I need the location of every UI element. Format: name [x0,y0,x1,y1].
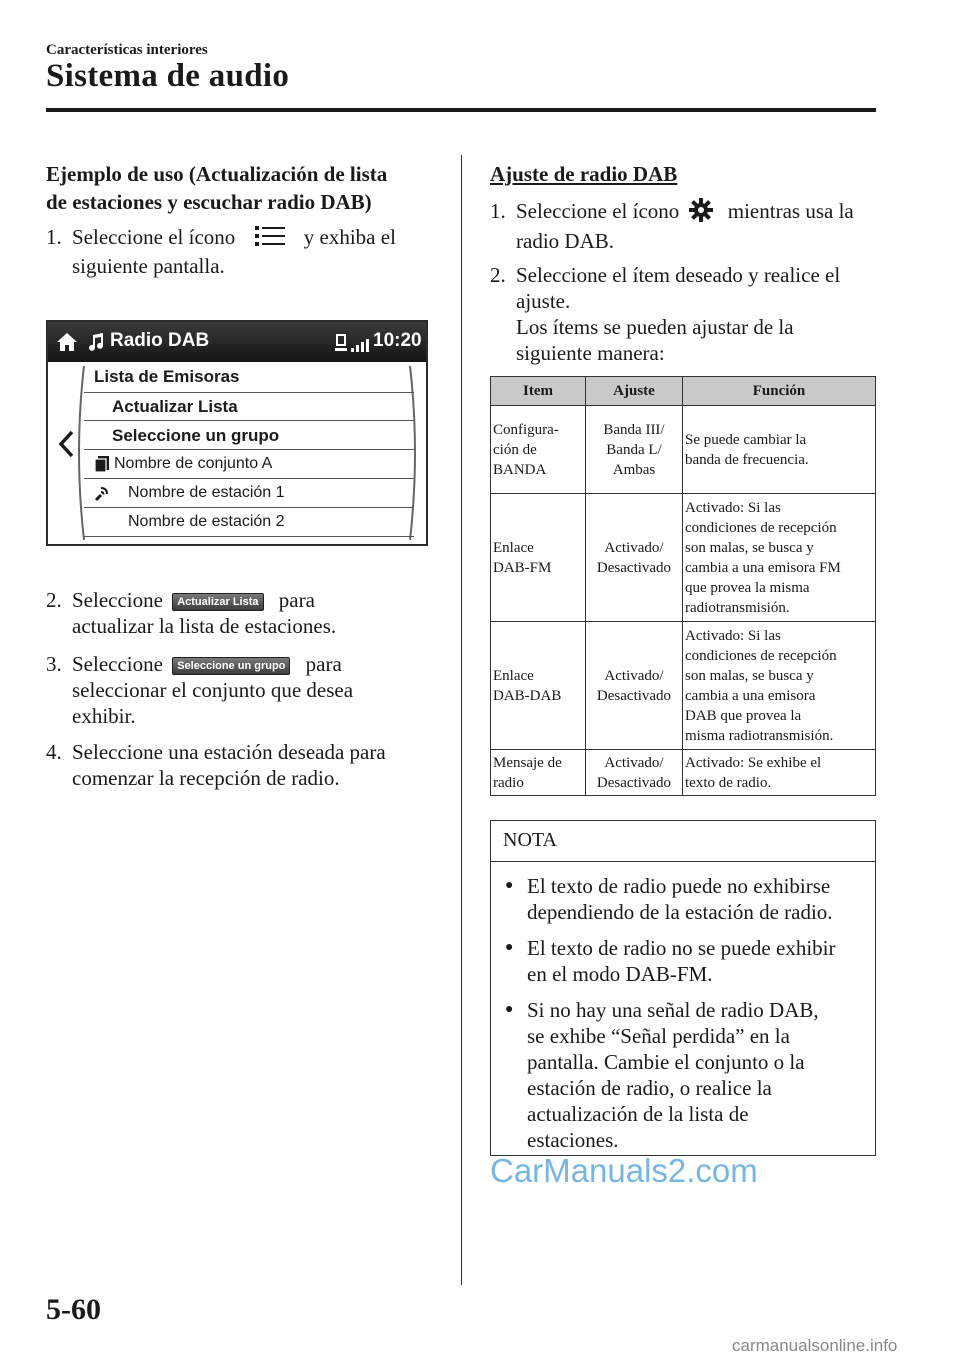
nota-header [491,821,875,862]
bullet-dot: ● [505,878,514,893]
step-text: para [278,588,315,612]
table-row [491,494,876,622]
footer-watermark: carmanualsonline.info [732,1336,898,1355]
header-item: Item [491,377,586,406]
screen-top-bar [48,322,426,362]
bullet-dot: ● [505,1002,514,1017]
table-row [491,750,876,796]
list-divider [84,536,414,537]
page-title: Sistema de audio [46,58,290,94]
step-text: y exhiba el [303,225,396,249]
cell-ajuste: Banda III/ Banda L/ Ambas [586,406,683,494]
step-text: exhibir. [72,704,136,728]
select-group-button-image: Seleccione un grupo [172,657,290,675]
list-header: Lista de Emisoras [94,367,240,386]
station-item-2[interactable]: Nombre de estación 2 [128,513,285,530]
step-text: ajuste. [516,289,571,313]
page-number: 5-60 [46,1293,101,1326]
cell-item: Enlace DAB-DAB [491,622,586,750]
step-text: comenzar la recepción de radio. [72,766,340,790]
table-header-row [491,377,876,406]
list-divider [84,478,414,479]
cell-item: Mensaje de radio [491,750,586,796]
list-divider [84,392,414,393]
list-divider [84,420,414,421]
signal-icon [335,332,369,359]
cell-item: Enlace DAB-FM [491,494,586,622]
gear-icon [689,198,713,228]
screen-body [48,362,426,544]
step-text: Seleccione una estación deseada para [72,740,386,764]
column-divider [461,155,462,1285]
step-number: 4. [46,740,62,764]
left-step-3 [46,651,456,731]
header-ajuste: Ajuste [586,377,683,406]
step-text: para [305,652,342,676]
step-text: Seleccione [72,652,163,676]
title-rule [46,108,876,112]
cell-ajuste: Activado/ Desactivado [586,622,683,750]
section-label: Características interiores [46,42,208,58]
home-icon[interactable] [56,331,78,358]
step-text: siguiente pantalla. [72,254,225,279]
cell-ajuste: Activado/ Desactivado [586,750,683,796]
music-note-icon [88,332,104,357]
radio-wave-icon [94,484,110,507]
ensemble-item[interactable]: Nombre de conjunto A [114,455,273,472]
cell-funcion: Activado: Si las condiciones de recepción son malas, se busca y cambia a una emisora FM que provea la misma radiotransmisión. [683,494,876,622]
step-text: Seleccione el ícono [72,225,236,249]
step-number: 2. [46,588,62,612]
radio-dab-screen [46,320,428,546]
example-heading [46,160,387,216]
cell-funcion: Activado: Si las condiciones de recepción son malas, se busca y cambia a una emisora DAB que provea la misma radiotransmisión. [683,622,876,750]
table-row [491,406,876,494]
update-list-item[interactable]: Actualizar Lista [112,397,238,416]
step-text: Seleccione [72,588,163,612]
step-text: actualizar la lista de estaciones. [72,614,337,638]
step-text: siguiente manera: [516,341,665,365]
folder-icon [94,455,110,478]
dab-settings-heading: Ajuste de radio DAB [490,162,678,186]
step-number: 1. [490,199,506,223]
step-text: radio DAB. [516,229,614,254]
cell-ajuste: Activado/ Desactivado [586,494,683,622]
example-heading-line1: Ejemplo de uso (Actualización de lista [46,162,388,186]
cell-item: Configura- ción de BANDA [491,406,586,494]
step-text: Seleccione el ítem deseado y realice el [516,263,841,287]
nota-box: NOTA ● El texto de radio puede no exhibirse dependiendo de la estación de radio. ● El texto de radio no se puede exhibir en el modo DAB-FM. ● Si no hay una señal de radio DAB, se exhibe “Señal perdida” en la pantalla. Cambie el conjunto o la estación de radio, o realice la actualización de la lista de estaciones. [490,820,876,1156]
settings-table [490,376,876,796]
cell-funcion: Se puede cambiar la banda de frecuencia. [683,406,876,494]
left-step-1 [46,224,456,284]
list-divider [84,507,414,508]
update-list-button-image: Actualizar Lista [172,593,263,611]
right-step-1 [490,198,880,254]
header-funcion: Función [683,377,876,406]
right-step-2 [490,262,880,370]
step-text: Los ítems se pueden ajustar de la [516,315,794,339]
screen-time: 10:20 [373,330,422,351]
step-number: 2. [490,263,506,287]
back-arrow-icon[interactable] [58,430,74,463]
left-step-4 [46,739,456,795]
cell-funcion: Activado: Se exhibe el texto de radio. [683,750,876,796]
screen-title: Radio DAB [110,330,210,351]
step-text: Seleccione el ícono [516,199,680,223]
step-number: 1. [46,225,62,249]
select-group-item[interactable]: Seleccione un grupo [112,426,280,445]
bullet-dot: ● [505,940,514,955]
step-number: 3. [46,652,62,676]
watermark: CarManuals2.com [490,1152,758,1189]
table-row [491,622,876,750]
step-text: mientras usa la [727,199,854,223]
example-heading-line2: de estaciones y escuchar radio DAB) [46,190,372,214]
nota-title: NOTA [503,829,557,851]
step-text: seleccionar el conjunto que desea [72,678,354,702]
list-icon [255,225,285,253]
left-step-2 [46,587,456,643]
station-item-1[interactable]: Nombre de estación 1 [128,484,285,501]
list-divider [84,449,414,450]
